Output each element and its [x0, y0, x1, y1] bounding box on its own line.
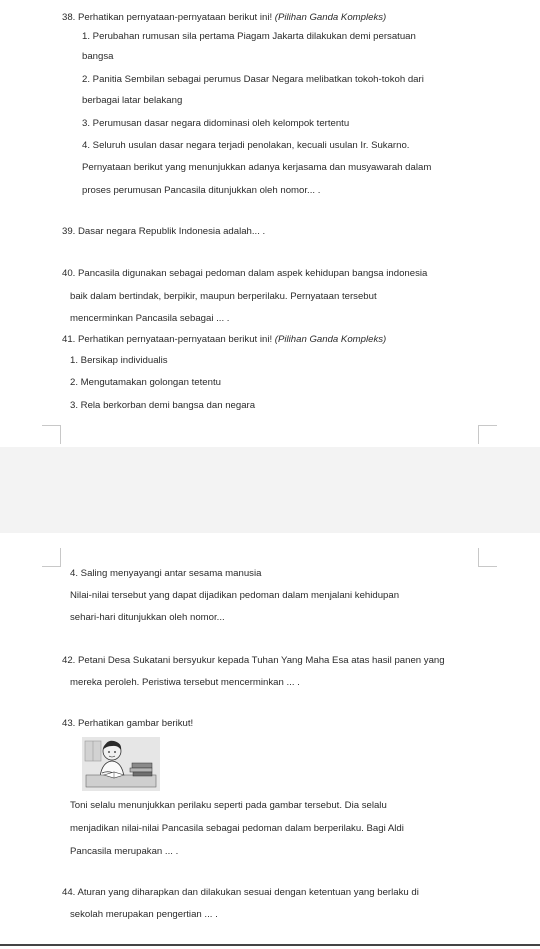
crop-mark-bottom-left	[42, 548, 61, 567]
q43-closing: menjadikan nilai-nilai Pancasila sebagai pedoman dalam berperilaku. Bagi Aldi	[70, 823, 404, 834]
q44-line: 44. Aturan yang diharapkan dan dilakukan sesuai dengan ketentuan yang berlaku di	[62, 887, 419, 898]
crop-mark-top-left	[42, 425, 61, 444]
q38-item: bangsa	[82, 51, 114, 62]
q42-line: mereka peroleh. Peristiwa tersebut mencerminkan ... .	[70, 677, 300, 688]
q38-stem-text: 38. Perhatikan pernyataan-pernyataan berikut ini!	[62, 12, 275, 23]
q38-closing: Pernyataan berikut yang menunjukkan adanya kerjasama dan musyawarah dalam	[82, 162, 432, 173]
q41-item: 4. Saling menyayangi antar sesama manusia	[70, 568, 262, 579]
q41-item: 3. Rela berkorban demi bangsa dan negara	[70, 400, 256, 411]
q40-line: mencerminkan Pancasila sebagai ... .	[70, 313, 230, 324]
crop-mark-top-right	[478, 425, 497, 444]
q43-closing: Toni selalu menunjukkan perilaku seperti pada gambar tersebut. Dia selalu	[70, 800, 387, 811]
q41-closing: Nilai-nilai tersebut yang dapat dijadikan pedoman dalam menjalani kehidupan	[70, 590, 400, 601]
q40-line: baik dalam bertindak, berpikir, maupun berperilaku. Pernyataan tersebut	[70, 291, 377, 302]
q38-closing: proses perumusan Pancasila ditunjukkan oleh nomor... .	[82, 185, 321, 196]
q41-closing: sehari-hari ditunjukkan oleh nomor...	[70, 612, 225, 623]
q44-line: sekolah merupakan pengertian ... .	[70, 909, 218, 920]
q42-line: 42. Petani Desa Sukatani bersyukur kepada Tuhan Yang Maha Esa atas hasil panen yang	[62, 655, 445, 666]
crop-mark-bottom-right	[478, 548, 497, 567]
student-reading-illustration	[82, 737, 160, 791]
q40-line: 40. Pancasila digunakan sebagai pedoman dalam aspek kehidupan bangsa indonesia	[62, 268, 428, 279]
q38-stem	[62, 12, 386, 24]
q41-item: 2. Mengutamakan golongan tetentu	[70, 377, 221, 388]
q38-item: 1. Perubahan rumusan sila pertama Piagam Jakarta dilakukan demi persatuan	[82, 31, 416, 42]
q38-item: 4. Seluruh usulan dasar negara terjadi penolakan, kecuali usulan Ir. Sukarno.	[82, 140, 410, 151]
q43-stem: 43. Perhatikan gambar berikut!	[62, 718, 194, 729]
q41-stem-italic: (Pilihan Ganda Kompleks)	[274, 334, 387, 345]
q43-closing: Pancasila merupakan ... .	[70, 846, 179, 857]
bottom-divider	[0, 944, 540, 946]
q39-stem: 39. Dasar negara Republik Indonesia adalah... .	[62, 226, 266, 237]
q38-item: 2. Panitia Sembilan sebagai perumus Dasar Negara melibatkan tokoh-tokoh dari	[82, 74, 424, 85]
q41-item: 1. Bersikap individualis	[70, 355, 168, 366]
q38-item: 3. Perumusan dasar negara didominasi oleh kelompok tertentu	[82, 118, 350, 129]
q38-item: berbagai latar belakang	[82, 95, 183, 106]
q41-stem-text: 41. Perhatikan pernyataan-pernyataan berikut ini!	[62, 334, 275, 345]
q41-stem	[62, 334, 386, 346]
page-gap	[0, 447, 540, 533]
q38-stem-italic: (Pilihan Ganda Kompleks)	[274, 12, 387, 23]
